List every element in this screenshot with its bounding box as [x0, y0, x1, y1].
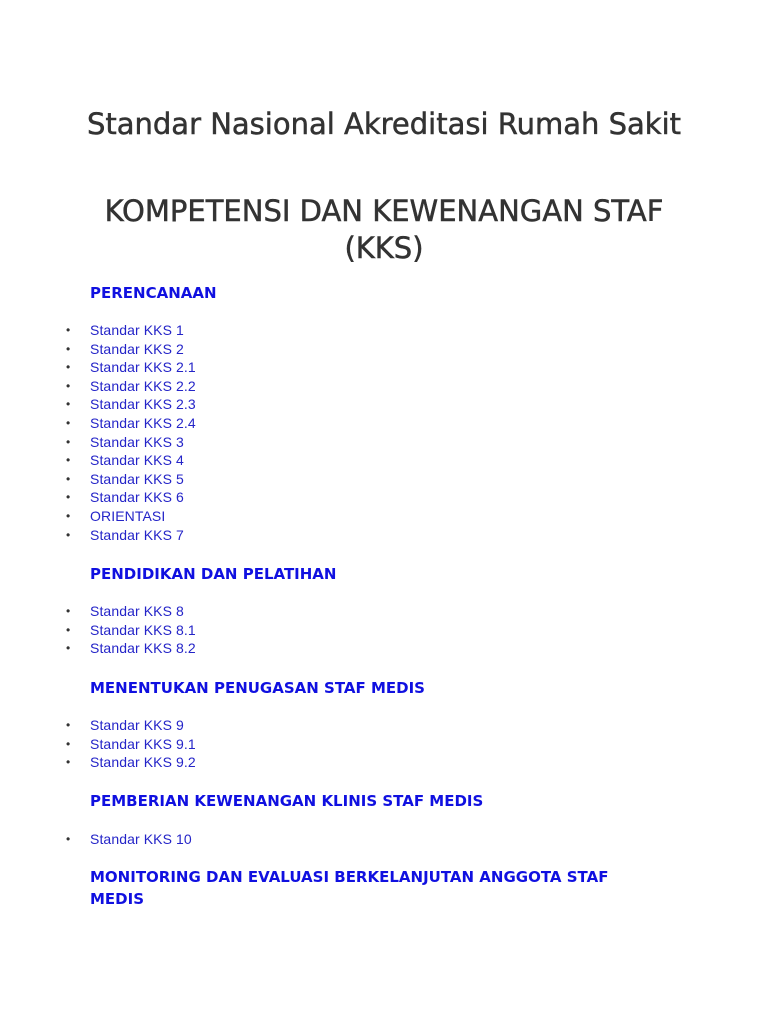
- link-standar-kks-9-2[interactable]: Standar KKS 9.2: [90, 754, 196, 771]
- list-item: [0, 639, 196, 658]
- list-perencanaan: [0, 321, 196, 544]
- list-item: [0, 507, 196, 526]
- bullet-icon: •: [66, 490, 71, 505]
- section-heading-perencanaan: PERENCANAAN: [90, 284, 217, 302]
- link-standar-kks-3[interactable]: Standar KKS 3: [90, 433, 184, 450]
- list-item: [0, 395, 196, 414]
- bullet-icon: •: [66, 341, 71, 356]
- section-heading-pemberian-kewenangan: PEMBERIAN KEWENANGAN KLINIS STAF MEDIS: [90, 792, 484, 810]
- list-item: [0, 377, 196, 396]
- link-standar-kks-9-1[interactable]: Standar KKS 9.1: [90, 735, 196, 752]
- list-menentukan-penugasan: [0, 716, 196, 772]
- list-item: [0, 621, 196, 640]
- link-standar-kks-2-1[interactable]: Standar KKS 2.1: [90, 359, 196, 376]
- bullet-icon: •: [66, 755, 71, 770]
- list-item: [0, 451, 196, 470]
- bullet-icon: •: [66, 434, 71, 449]
- list-item: [0, 470, 196, 489]
- bullet-icon: •: [66, 360, 71, 375]
- link-standar-kks-9[interactable]: Standar KKS 9: [90, 717, 184, 733]
- list-item: [0, 830, 192, 849]
- list-item: [0, 735, 196, 754]
- bullet-icon: •: [66, 453, 71, 468]
- section-heading-monitoring-dan-evaluasi: MONITORING DAN EVALUASI BERKELANJUTAN ANGGOTA STAF MEDIS: [90, 868, 609, 908]
- document-subtitle: KOMPETENSI DAN KEWENANGAN STAF (KKS): [104, 194, 664, 265]
- link-standar-kks-8-1[interactable]: Standar KKS 8.1: [90, 621, 196, 638]
- link-standar-kks-8-2[interactable]: Standar KKS 8.2: [90, 640, 196, 657]
- bullet-icon: •: [66, 736, 71, 751]
- bullet-icon: •: [66, 415, 71, 430]
- link-standar-kks-1[interactable]: Standar KKS 1: [90, 322, 184, 338]
- link-orientasi[interactable]: ORIENTASI: [90, 507, 166, 524]
- section-heading-menentukan-penugasan: MENENTUKAN PENUGASAN STAF MEDIS: [90, 679, 425, 697]
- list-item: [0, 340, 196, 359]
- bullet-icon: •: [66, 641, 71, 656]
- list-item: [0, 753, 196, 772]
- bullet-icon: •: [66, 527, 71, 542]
- list-item: [0, 414, 196, 433]
- list-item: [0, 488, 196, 507]
- section-heading-pendidikan-dan-pelatihan: PENDIDIKAN DAN PELATIHAN: [90, 565, 337, 583]
- link-standar-kks-7[interactable]: Standar KKS 7: [90, 526, 184, 543]
- bullet-icon: •: [66, 508, 71, 523]
- link-standar-kks-2[interactable]: Standar KKS 2: [90, 340, 184, 357]
- link-standar-kks-5[interactable]: Standar KKS 5: [90, 470, 184, 487]
- link-standar-kks-6[interactable]: Standar KKS 6: [90, 489, 184, 506]
- list-item: [0, 321, 196, 340]
- list-item: [0, 716, 196, 735]
- bullet-icon: •: [66, 397, 71, 412]
- bullet-icon: •: [66, 622, 71, 637]
- list-item: [0, 358, 196, 377]
- list-pemberian-kewenangan: [0, 830, 192, 849]
- list-item: [0, 526, 196, 545]
- link-standar-kks-2-3[interactable]: Standar KKS 2.3: [90, 396, 196, 413]
- bullet-icon: •: [66, 604, 71, 618]
- link-standar-kks-4[interactable]: Standar KKS 4: [90, 452, 184, 469]
- bullet-icon: •: [66, 832, 71, 846]
- link-standar-kks-2-4[interactable]: Standar KKS 2.4: [90, 414, 196, 431]
- list-pendidikan-dan-pelatihan: [0, 602, 196, 658]
- bullet-icon: •: [66, 718, 71, 732]
- link-standar-kks-10[interactable]: Standar KKS 10: [90, 831, 192, 847]
- bullet-icon: •: [66, 378, 71, 393]
- list-item: [0, 602, 196, 621]
- list-item: [0, 433, 196, 452]
- link-standar-kks-8[interactable]: Standar KKS 8: [90, 603, 184, 619]
- bullet-icon: •: [66, 323, 71, 337]
- document-title: Standar Nasional Akreditasi Rumah Sakit: [86, 107, 682, 141]
- bullet-icon: •: [66, 471, 71, 486]
- link-standar-kks-2-2[interactable]: Standar KKS 2.2: [90, 377, 196, 394]
